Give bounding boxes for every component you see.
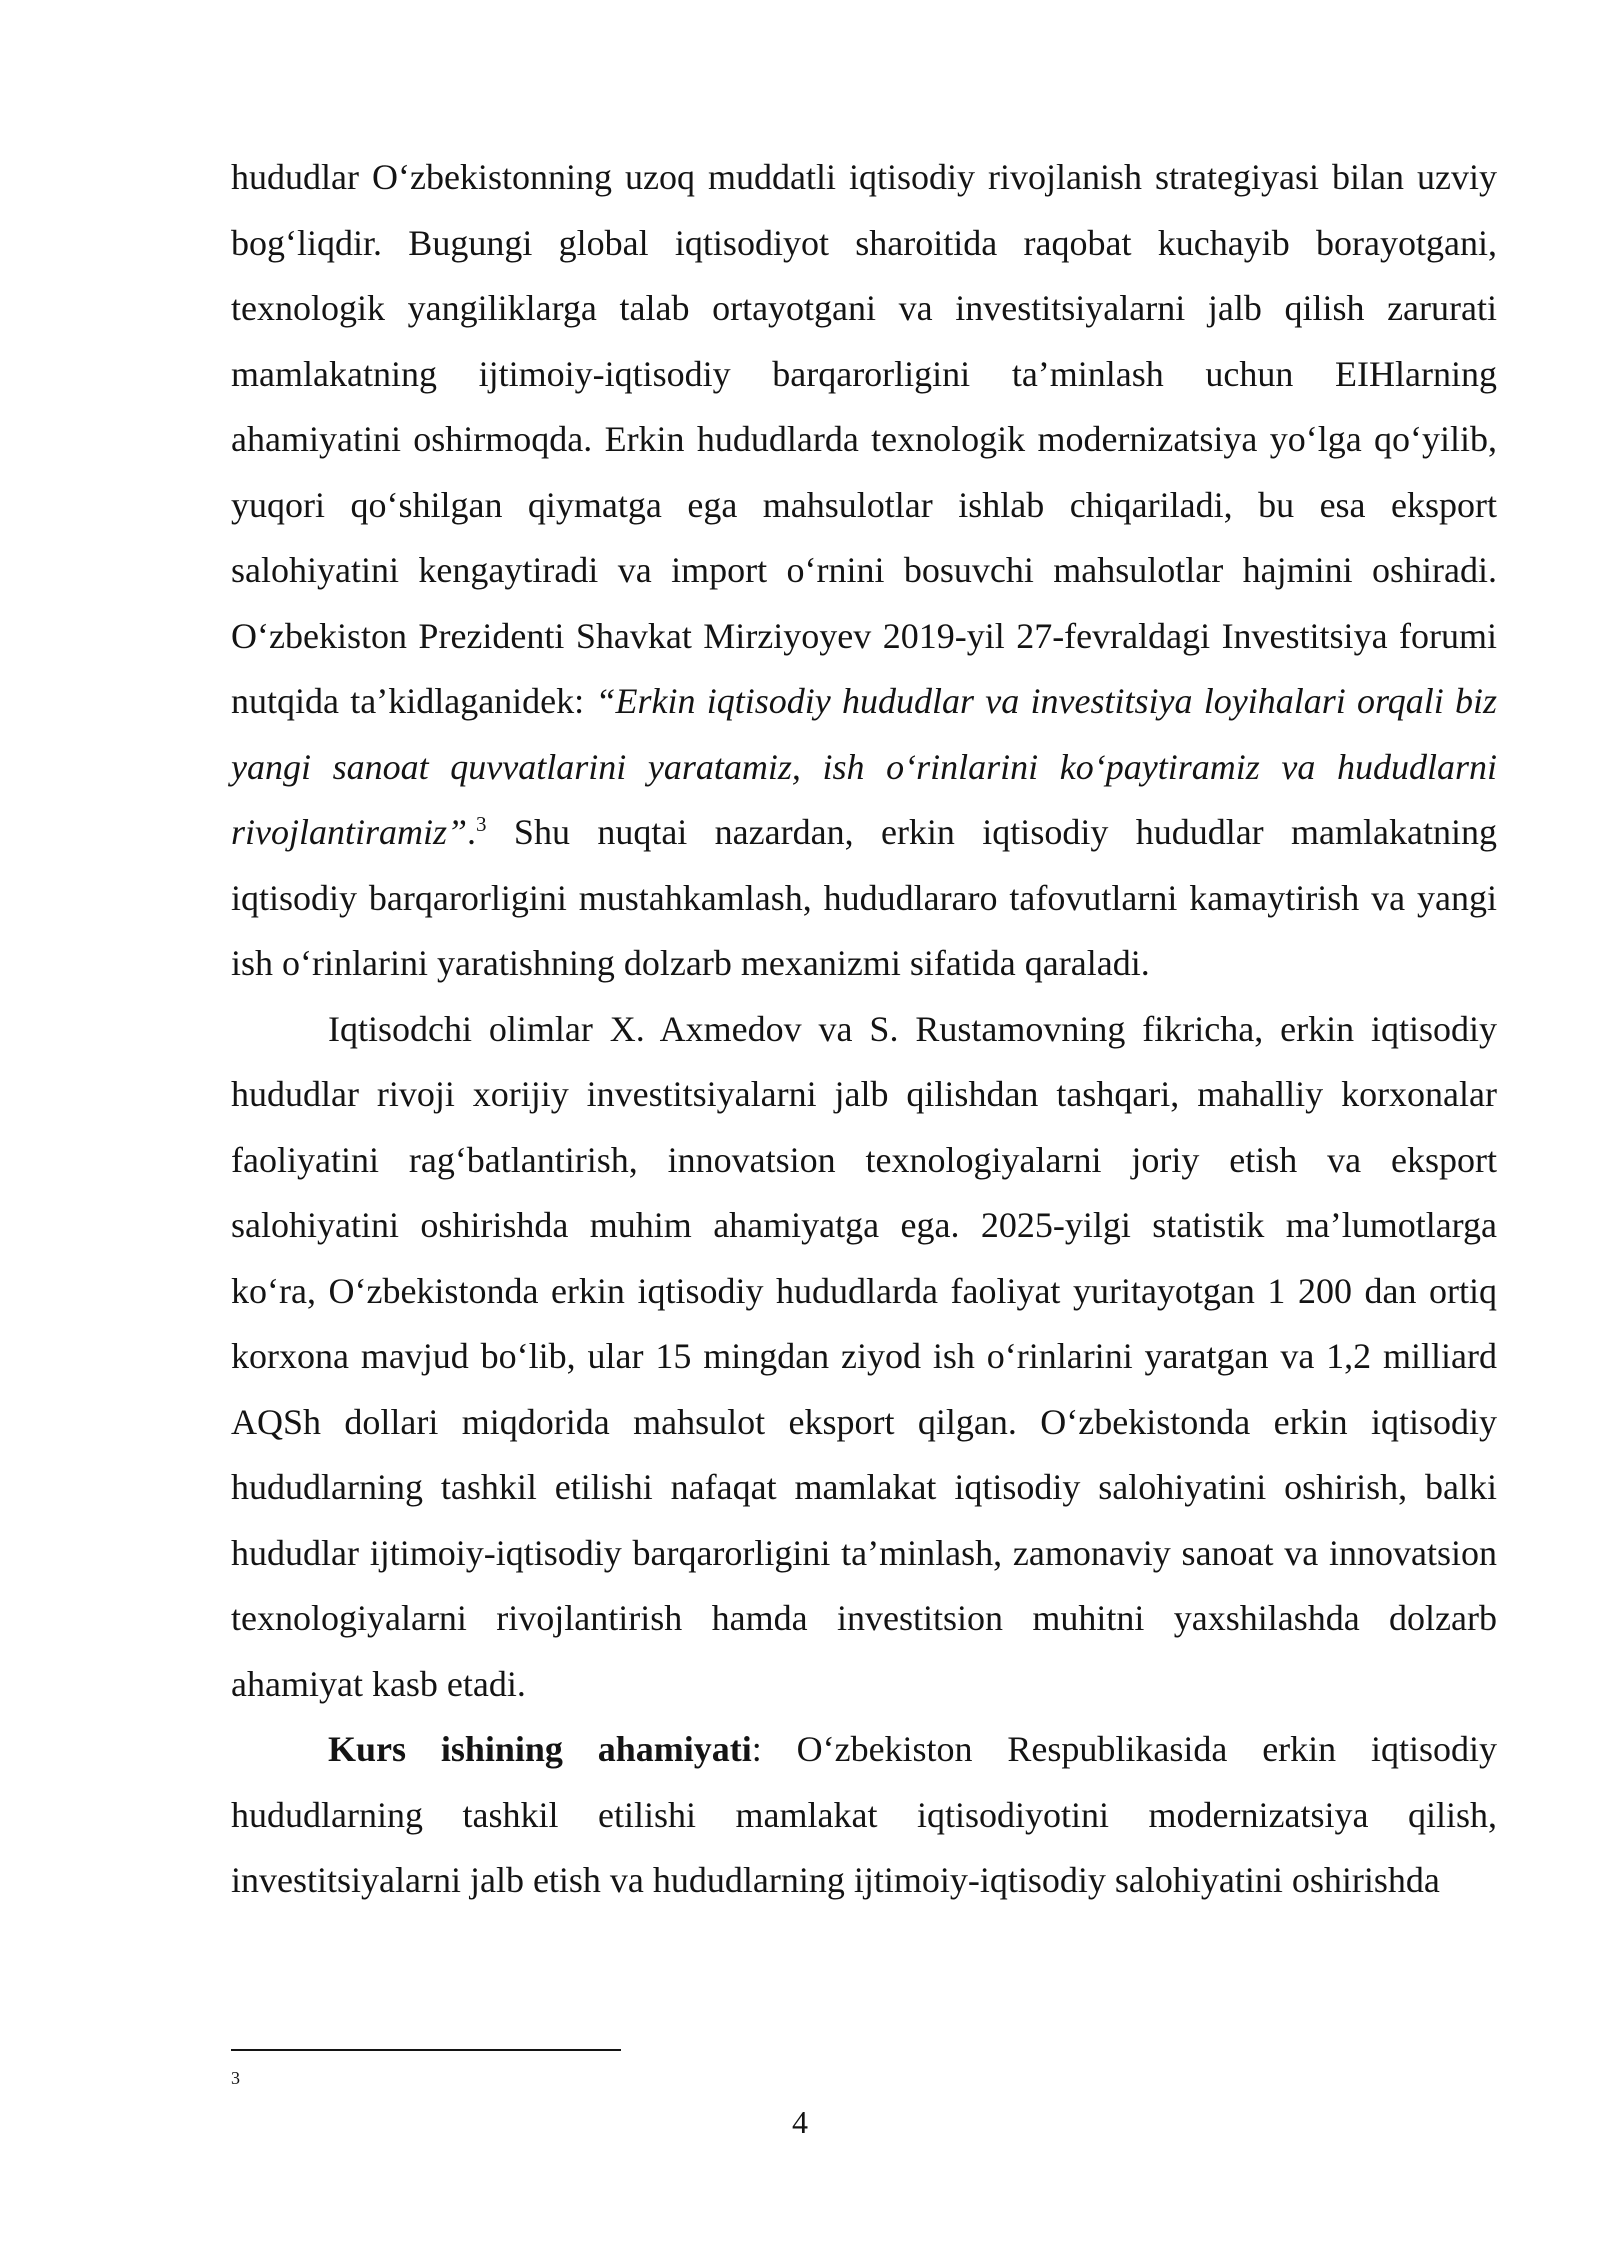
footnote-separator [231,2049,621,2051]
section-heading: Kurs ishining ahamiyati [328,1729,752,1769]
paragraph [231,145,1497,997]
paragraph-text: Shu nuqtai nazardan, erkin iqtisodiy hududlar mamlakatning iqtisodiy barqarorligini mustahkamlash, hududlararo tafovutlarni kamaytirish va yangi ish o‘rinlarini yaratishning dolzarb mexanizmi sifatida qaraladi. [231,812,1497,983]
body-text [231,145,1497,1914]
footnote-number: 3 [231,2068,240,2088]
page-number: 4 [792,2104,808,2140]
paragraph [231,1717,1497,1914]
paragraph: Iqtisodchi olimlar X. Axmedov va S. Rustamovning fikricha, erkin iqtisodiy hududlar rivoji xorijiy investitsiyalarni jalb qilishdan tashqari, mahalliy korxonalar faoliyatini rag‘batlantirish, innovatsion texnologiyalarni joriy etish va eksport salohiyatini oshirishda muhim ahamiyatga ega. 2025-yilgi statistik ma’lumotlarga ko‘ra, O‘zbekistonda erkin iqtisodiy hududlarda faoliyat yuritayotgan 1 200 dan ortiq korxona mavjud bo‘lib, ular 15 mingdan ziyod ish o‘rinlarini yaratgan va 1,2 milliard AQSh dollari miqdorida mahsulot eksport qilgan. O‘zbekistonda erkin iqtisodiy hududlarning tashkil etilishi nafaqat mamlakat iqtisodiy salohiyatini oshirish, balki hududlar ijtimoiy-iqtisodiy barqarorligini ta’minlash, zamonaviy sanoat va innovatsion texnologiyalarni rivojlantirish hamda investitsion muhitni yaxshilashda dolzarb ahamiyat kasb etadi. [231,1008,1497,1704]
paragraph-text: hududlar O‘zbekistonning uzoq muddatli iqtisodiy rivojlanish strategiyasi bilan uzviy bog‘liqdir. Bugungi global iqtisodiyot sharoitida raqobat kuchayib borayotgani, texnologik yangiliklarga talab ortayotgani va investitsiyalarni jalb qilish zarurati mamlakatning ijtimoiy-iqtisodiy barqarorligini ta’minlash uchun EIHlarning ahamiyatini oshirmoqda. Erkin hududlarda texnologik modernizatsiya yo‘lga qo‘yilib, yuqori qo‘shilgan qiymatga ega mahsulotlar ishlab chiqariladi, bu esa eksport salohiyatini kengaytiradi va import o‘rnini bosuvchi mahsulotlar hajmini oshiradi. O‘zbekiston Prezidenti Shavkat Mirziyoyev 2019-yil 27-fevraldagi Investitsiya forumi nutqida ta’kidlaganidek: [231,157,1497,721]
paragraph-text: : O‘zbekiston Respublikasida erkin iqtisodiy hududlarning tashkil etilishi mamlakat iqtisodiyotini modernizatsiya qilish, investitsiyalarni jalb etish va hududlarning ijtimoiy-iqtisodiy salohiyatini oshirishda [231,1729,1498,1900]
quote-period: . [467,812,477,852]
footnote-reference[interactable]: 3 [476,812,487,836]
quotation: “Erkin iqtisodiy hududlar va investitsiya loyihalari orqali biz yangi sanoat quvvatlarini yaratamiz, ish o‘rinlarini ko‘paytiramiz va hududlarni rivojlantiramiz” [231,681,1497,852]
